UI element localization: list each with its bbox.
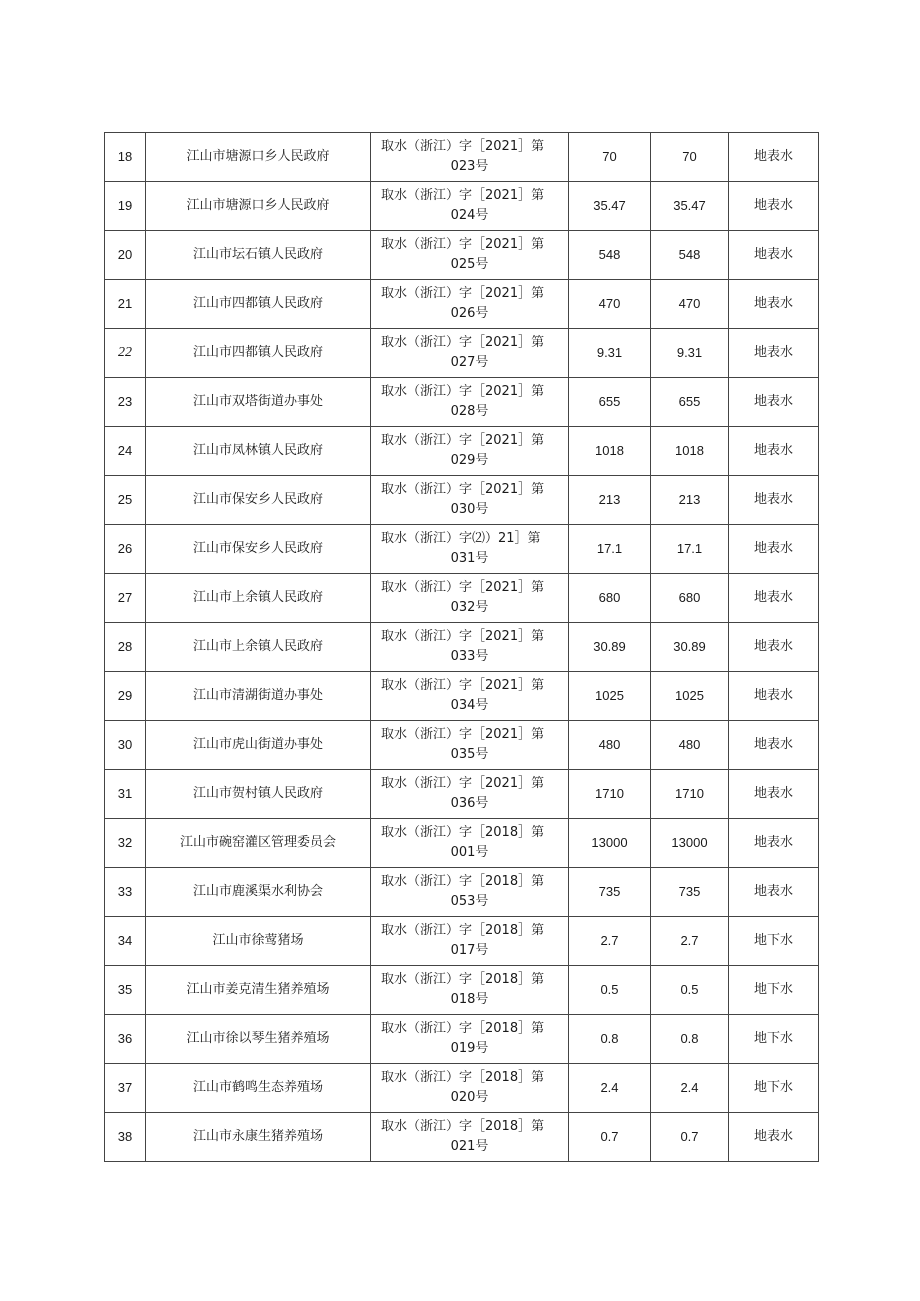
permit-number [371, 623, 569, 672]
permit-number-line1: 取水（浙江）字［2021］第 [381, 727, 545, 742]
unit-name: 江山市碗窑灌区管理委员会 [146, 819, 371, 868]
water-source-type: 地下水 [729, 1015, 819, 1064]
amount-approved: 735 [569, 868, 651, 917]
water-source-type: 地表水 [729, 721, 819, 770]
row-number: 27 [105, 574, 146, 623]
permit-number-line1: 取水（浙江）字［2018］第 [381, 1119, 545, 1134]
unit-name: 江山市坛石镇人民政府 [146, 231, 371, 280]
permit-number [371, 770, 569, 819]
table-row [105, 525, 819, 574]
amount-actual: 0.8 [651, 1015, 729, 1064]
permit-number [371, 525, 569, 574]
permit-number-line2: 025号 [450, 257, 489, 272]
permit-number [371, 378, 569, 427]
row-number: 31 [105, 770, 146, 819]
amount-approved: 13000 [569, 819, 651, 868]
unit-name: 江山市清湖街道办事处 [146, 672, 371, 721]
permit-number-line1: 取水（浙江）字［2021］第 [381, 286, 545, 301]
row-number: 23 [105, 378, 146, 427]
amount-actual: 2.4 [651, 1064, 729, 1113]
table-row [105, 329, 819, 378]
row-number: 28 [105, 623, 146, 672]
permit-number-line1: 取水（浙江）字［2021］第 [381, 188, 545, 203]
permit-number-line2: 030号 [450, 502, 489, 517]
permit-number [371, 966, 569, 1015]
permit-number-line2: 033号 [450, 649, 489, 664]
amount-actual: 480 [651, 721, 729, 770]
table-row [105, 231, 819, 280]
amount-actual: 1018 [651, 427, 729, 476]
permit-number-line2: 027号 [450, 355, 489, 370]
permit-number-line1: 取水（浙江）字［2018］第 [381, 1070, 545, 1085]
permit-number-line2: 028号 [450, 404, 489, 419]
permit-number-line1: 取水（浙江）字［2018］第 [381, 1021, 545, 1036]
unit-name: 江山市虎山街道办事处 [146, 721, 371, 770]
permit-number-line2: 035号 [450, 747, 489, 762]
amount-approved: 0.8 [569, 1015, 651, 1064]
unit-name: 江山市徐以琴生猪养殖场 [146, 1015, 371, 1064]
unit-name: 江山市鹤鸣生态养殖场 [146, 1064, 371, 1113]
permit-number [371, 721, 569, 770]
row-number: 37 [105, 1064, 146, 1113]
permit-number [371, 280, 569, 329]
permit-number-line2: 020号 [450, 1090, 489, 1105]
row-number: 26 [105, 525, 146, 574]
amount-approved: 655 [569, 378, 651, 427]
amount-actual: 35.47 [651, 182, 729, 231]
water-source-type: 地表水 [729, 231, 819, 280]
amount-actual: 548 [651, 231, 729, 280]
table-row [105, 966, 819, 1015]
permit-number-line2: 036号 [450, 796, 489, 811]
amount-approved: 480 [569, 721, 651, 770]
row-number: 18 [105, 133, 146, 182]
unit-name: 江山市塘源口乡人民政府 [146, 182, 371, 231]
table-row [105, 917, 819, 966]
permit-number [371, 819, 569, 868]
permit-number-line1: 取水（浙江）字［2021］第 [381, 335, 545, 350]
amount-actual: 17.1 [651, 525, 729, 574]
table-body [105, 133, 819, 1162]
permit-number [371, 427, 569, 476]
row-number: 21 [105, 280, 146, 329]
amount-actual: 9.31 [651, 329, 729, 378]
water-source-type: 地表水 [729, 574, 819, 623]
permit-number-line1: 取水（浙江）字［2018］第 [381, 874, 545, 889]
amount-approved: 35.47 [569, 182, 651, 231]
permit-number-line1: 取水（浙江）字［2021］第 [381, 384, 545, 399]
permit-number-line1: 取水（浙江）字［2018］第 [381, 923, 545, 938]
table-row [105, 672, 819, 721]
permit-number-line1: 取水（浙江）字［2021］第 [381, 433, 545, 448]
amount-actual: 70 [651, 133, 729, 182]
table-row [105, 574, 819, 623]
water-source-type: 地下水 [729, 1064, 819, 1113]
amount-approved: 9.31 [569, 329, 651, 378]
unit-name: 江山市凤林镇人民政府 [146, 427, 371, 476]
amount-actual: 2.7 [651, 917, 729, 966]
permit-number-line2: 026号 [450, 306, 489, 321]
row-number: 35 [105, 966, 146, 1015]
unit-name: 江山市保安乡人民政府 [146, 476, 371, 525]
table-row [105, 476, 819, 525]
water-source-type: 地表水 [729, 280, 819, 329]
permit-number [371, 868, 569, 917]
amount-actual: 213 [651, 476, 729, 525]
unit-name: 江山市塘源口乡人民政府 [146, 133, 371, 182]
permit-number-line1: 取水（浙江）字［2021］第 [381, 237, 545, 252]
amount-actual: 655 [651, 378, 729, 427]
unit-name: 江山市四都镇人民政府 [146, 280, 371, 329]
amount-approved: 1018 [569, 427, 651, 476]
amount-approved: 213 [569, 476, 651, 525]
permit-number [371, 1113, 569, 1162]
amount-actual: 1025 [651, 672, 729, 721]
row-number: 32 [105, 819, 146, 868]
permit-number-line2: 034号 [450, 698, 489, 713]
amount-approved: 30.89 [569, 623, 651, 672]
water-source-type: 地表水 [729, 378, 819, 427]
amount-actual: 30.89 [651, 623, 729, 672]
unit-name: 江山市徐莺猪场 [146, 917, 371, 966]
permit-number-line2: 018号 [450, 992, 489, 1007]
water-source-type: 地表水 [729, 623, 819, 672]
amount-approved: 1025 [569, 672, 651, 721]
water-source-type: 地表水 [729, 133, 819, 182]
permit-number-line2: 031号 [450, 551, 489, 566]
permit-number [371, 672, 569, 721]
amount-approved: 680 [569, 574, 651, 623]
permit-number-line1: 取水（浙江）字⑵）21］第 [381, 531, 541, 546]
water-permit-table [104, 132, 819, 1162]
water-source-type: 地表水 [729, 427, 819, 476]
permit-number-line1: 取水（浙江）字［2018］第 [381, 825, 545, 840]
permit-number [371, 133, 569, 182]
amount-approved: 2.4 [569, 1064, 651, 1113]
permit-number-line2: 023号 [450, 159, 489, 174]
permit-number-line2: 017号 [450, 943, 489, 958]
amount-approved: 1710 [569, 770, 651, 819]
table-row [105, 1015, 819, 1064]
unit-name: 江山市上余镇人民政府 [146, 623, 371, 672]
unit-name: 江山市四都镇人民政府 [146, 329, 371, 378]
permit-number [371, 329, 569, 378]
permit-number [371, 917, 569, 966]
permit-number [371, 1015, 569, 1064]
table-row [105, 280, 819, 329]
permit-number-line1: 取水（浙江）字［2021］第 [381, 139, 545, 154]
permit-number-line2: 053号 [450, 894, 489, 909]
water-source-type: 地下水 [729, 966, 819, 1015]
permit-number [371, 476, 569, 525]
amount-actual: 0.5 [651, 966, 729, 1015]
table-row [105, 819, 819, 868]
table-row [105, 623, 819, 672]
permit-number-line1: 取水（浙江）字［2021］第 [381, 629, 545, 644]
row-number: 22 [105, 329, 146, 378]
permit-number-line2: 019号 [450, 1041, 489, 1056]
table-row [105, 770, 819, 819]
table-row [105, 133, 819, 182]
row-number: 38 [105, 1113, 146, 1162]
amount-approved: 0.5 [569, 966, 651, 1015]
water-source-type: 地表水 [729, 819, 819, 868]
unit-name: 江山市贺村镇人民政府 [146, 770, 371, 819]
permit-number-line1: 取水（浙江）字［2021］第 [381, 776, 545, 791]
amount-actual: 0.7 [651, 1113, 729, 1162]
table-row [105, 868, 819, 917]
unit-name: 江山市姜克清生猪养殖场 [146, 966, 371, 1015]
amount-actual: 735 [651, 868, 729, 917]
amount-actual: 13000 [651, 819, 729, 868]
permit-number-line1: 取水（浙江）字［2021］第 [381, 580, 545, 595]
table-row [105, 182, 819, 231]
water-source-type: 地表水 [729, 476, 819, 525]
amount-actual: 470 [651, 280, 729, 329]
table-row [105, 1113, 819, 1162]
permit-number-line2: 024号 [450, 208, 489, 223]
unit-name: 江山市上余镇人民政府 [146, 574, 371, 623]
table-row [105, 721, 819, 770]
row-number: 24 [105, 427, 146, 476]
water-source-type: 地下水 [729, 917, 819, 966]
water-source-type: 地表水 [729, 182, 819, 231]
permit-number-line1: 取水（浙江）字［2018］第 [381, 972, 545, 987]
table-row [105, 378, 819, 427]
permit-number-line2: 001号 [450, 845, 489, 860]
unit-name: 江山市保安乡人民政府 [146, 525, 371, 574]
row-number: 30 [105, 721, 146, 770]
row-number: 25 [105, 476, 146, 525]
permit-number-line1: 取水（浙江）字［2021］第 [381, 678, 545, 693]
permit-number [371, 182, 569, 231]
row-number: 34 [105, 917, 146, 966]
water-source-type: 地表水 [729, 1113, 819, 1162]
permit-number-line2: 021号 [450, 1139, 489, 1154]
row-number: 29 [105, 672, 146, 721]
permit-number [371, 231, 569, 280]
unit-name: 江山市永康生猪养殖场 [146, 1113, 371, 1162]
amount-actual: 1710 [651, 770, 729, 819]
water-source-type: 地表水 [729, 672, 819, 721]
table-row [105, 1064, 819, 1113]
permit-number-line2: 032号 [450, 600, 489, 615]
permit-number-line1: 取水（浙江）字［2021］第 [381, 482, 545, 497]
row-number: 36 [105, 1015, 146, 1064]
water-source-type: 地表水 [729, 329, 819, 378]
permit-number [371, 1064, 569, 1113]
amount-approved: 17.1 [569, 525, 651, 574]
permit-number [371, 574, 569, 623]
unit-name: 江山市双塔街道办事处 [146, 378, 371, 427]
row-number: 33 [105, 868, 146, 917]
amount-approved: 2.7 [569, 917, 651, 966]
amount-approved: 470 [569, 280, 651, 329]
permit-number-line2: 029号 [450, 453, 489, 468]
amount-actual: 680 [651, 574, 729, 623]
water-source-type: 地表水 [729, 525, 819, 574]
amount-approved: 70 [569, 133, 651, 182]
row-number: 19 [105, 182, 146, 231]
unit-name: 江山市鹿溪渠水利协会 [146, 868, 371, 917]
amount-approved: 0.7 [569, 1113, 651, 1162]
water-source-type: 地表水 [729, 770, 819, 819]
row-number: 20 [105, 231, 146, 280]
table-row [105, 427, 819, 476]
amount-approved: 548 [569, 231, 651, 280]
water-source-type: 地表水 [729, 868, 819, 917]
